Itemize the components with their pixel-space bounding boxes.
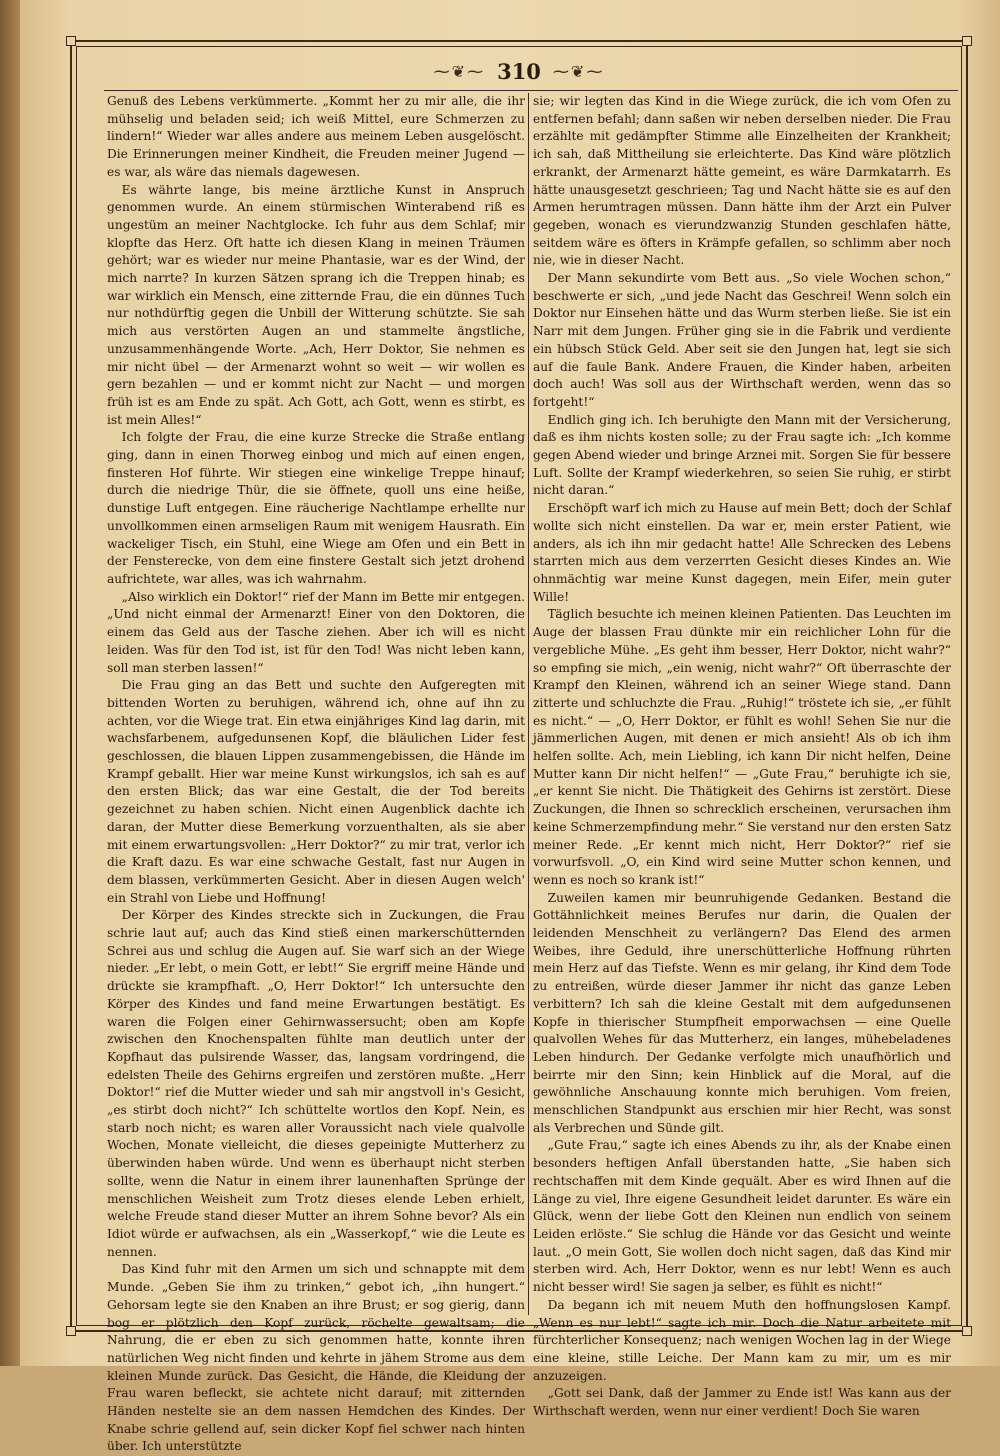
corner-ornament-bottom-right [962, 1326, 972, 1336]
header-ornament-right-icon: ⁓❦⁓ [552, 61, 605, 81]
corner-ornament-top-right [962, 36, 972, 46]
corner-ornament-top-left [66, 36, 76, 46]
book-gutter [0, 0, 20, 1366]
paragraph: Die Frau ging an das Bett und suchte den Aufgeregten mit bittenden Worten zu beruhigen, während ich, ohne auf ihn zu achten, vor die Wiege trat. Ein etwa einjähriges Kind lag darin, mit wachsfarbenem, aufgedunsenen Kopf, die bläulichen Lider fest geschlossen, die blauen Lippen zusammengebissen, die Hände im Krampf geballt. Hier war meine Kunst wirkungslos, ich sah es auf den ersten Blick; das war eine Gestalt, die der Tod bereits gezeichnet zu haben schien. Nicht einen Augenblick dachte ich daran, der Mutter diese Bemerkung vorzuenthalten, als sie aber mit einem erwartungsvollen: „Herr Doktor?“ zu mir trat, verlor ich die Kraft dazu. Es war eine schwache Gestalt, fast nur Augen in dem blassen, verkümmerten Gesicht. Aber in diesen Augen welch' ein Strahl von Liebe und Hoffnung! [107, 678, 525, 905]
paragraph: Zuweilen kamen mir beunruhigende Gedanken. Bestand die Gottähnlichkeit meines Berufes nur darin, die Qualen der leidenden Menschheit zu verlängern? Das Elend des armen Weibes, ihre Geduld, ihre unerschütterliche Hoffnung rührten mein Herz auf das Tiefste. Wenn es mir gelang, ihr Kind dem Tode zu entreißen, würde dieser Jammer ihr nicht das ganze Leben verbittern? Ich sah die kleine Gestalt mit dem aufgedunsenen Kopfe in thierischer Stumpfheit emporwachsen — eine Quelle qualvollen Wehes für das Mutterherz, ein langes, mühebeladenes Leben hindurch. Der Gedanke verfolgte mich unaufhörlich und beirrte mir den Sinn; kein Hinblick auf die Moral, auf die gewöhnliche Anschauung konnte mich beruhigen. Vom freien, menschlichen Standpunkt aus erschien mir hier Recht, was sonst als Verbrechen und Sünde gilt. [533, 890, 951, 1135]
paragraph: Es währte lange, bis meine ärztliche Kunst in Anspruch genommen wurde. An einem stürmischen Winterabend riß es ungestüm an meiner Nachtglocke. Ich fuhr aus dem Schlaf; mir klopfte das Herz. Oft hatte ich diesen Klang in meinen Träumen gehört; war es wieder nur meine Phantasie, war es der Wind, der mich narrte? In kurzen Sätzen sprang ich die Treppen hinab; es war wirklich ein Mensch, eine zitternde Frau, die ein dünnes Tuch nur nothdürftig gegen die Unbill der Witterung schützte. Sie sah mich aus verstörten Augen an und stammelte ängstliche, unzusammenhängende Worte. „Ach, Herr Doktor, Sie nehmen es mir nicht übel — der Armenarzt wohnt so weit — wir wollen es gern bezahlen — und er kommt nicht zur Nacht — und morgen früh ist es am Ende zu spät. Ach Gott, ach Gott, wenn es stirbt, es ist mein Alles!“ [107, 182, 525, 427]
paragraph: Das Kind fuhr mit den Armen um sich und schnappte mit dem Munde. „Geben Sie ihm zu trinken,“ gebot ich, „ihn hungert.“ Gehorsam legte sie den Knaben an ihre Brust; er sog gierig, dann bog er plötzlich den Kopf zurück, röchelte gewaltsam; die Nahrung, die er eben zu sich genommen hatte, konnte ihren natürlichen Weg nicht finden und kehrte in jähem Strome aus dem kleinen Munde zurück. Das Gesicht, die Hände, die Kleidung der Frau waren befleckt, sie achtete nicht darauf; mit zitternden Händen nestelte sie an dem nassen Hemdchen des Kindes. Der Knabe schrie gellend auf, sein dicker Kopf fiel schwer nach hinten über. Ich unterstützte [107, 1262, 525, 1454]
paragraph: Endlich ging ich. Ich beruhigte den Mann mit der Versicherung, daß es ihm nichts kosten solle; zu der Frau sagte ich: „Ich komme gegen Abend wieder und bringe Arznei mit. Sorgen Sie für bessere Luft. Sollte der Krampf wiederkehren, so seien Sie ruhig, er stirbt nicht daran.“ [533, 412, 951, 498]
right-column [533, 93, 951, 1419]
paragraph: sie; wir legten das Kind in die Wiege zurück, die ich vom Ofen zu entfernen befahl; dann saßen wir neben derselben nieder. Die Frau erzählte mit gedämpfter Stimme alle Einzelheiten der Krankheit; ich sah, daß Mittheilung sie erleichterte. Das Kind wäre plötzlich erkrankt, der Armenarzt hätte gemeint, es wäre Darmkatarrh. Es hätte unausgesetzt geschrieen; Tag und Nacht hätte sie es auf den Armen herumtragen müssen. Dann hätte ihm der Arzt ein Pulver gegeben, wonach es vierundzwanzig Stunden geschlafen hätte, seitdem wäre es öfters in Krämpfe gefallen, so schlimm aber noch nie, wie in dieser Nacht. [533, 94, 951, 268]
paragraph: Erschöpft warf ich mich zu Hause auf mein Bett; doch der Schlaf wollte sich nicht einstellen. Da war er, mein erster Patient, wie anders, als ich ihn mir gedacht hatte! Alle Schrecken des Lebens starrten mich aus dem verzerrten Gesicht dieses Kindes an. Wie ohnmächtig war meine Kunst dagegen, mein Eifer, mein guter Wille! [533, 501, 951, 604]
paragraph: „Also wirklich ein Doktor!“ rief der Mann im Bette mir entgegen. „Und nicht einmal der Armenarzt! Einer von den Doktoren, die einem das Geld aus der Tasche ziehen. Aber ich will es nicht leiden. Was für den Tod ist, ist für den Tod! Was nicht leben kann, soll man sterben lassen!“ [107, 589, 525, 675]
paragraph: „Gott sei Dank, daß der Jammer zu Ende ist! Was kann aus der Wirthschaft werden, wenn nur einer verdient! Doch Sie waren [533, 1386, 951, 1419]
header-ornament-left-icon: ⁓❦⁓ [433, 61, 486, 81]
page-number: 310 [497, 58, 541, 84]
paragraph: Ich folgte der Frau, die eine kurze Strecke die Straße entlang ging, dann in einen Thorweg einbog und mich auf einen engen, finsteren Hof führte. Wir stiegen eine winkelige Treppe hinauf; durch die niedrige Thür, die sie öffnete, quoll uns eine heiße, dunstige Luft entgegen. Eine räucherige Nachtlampe erhellte nur unvollkommen einen armseligen Raum mit wenigem Hausrath. Ein wackeliger Tisch, ein Stuhl, eine Wiege am Ofen und ein Bett in der Fensterecke, von dem eine finstere Gestalt sich jetzt drohend aufrichtete, war alles, was ich wahrnahm. [107, 430, 525, 586]
paragraph: Täglich besuchte ich meinen kleinen Patienten. Das Leuchten im Auge der blassen Frau dünkte mir ein reichlicher Lohn für die vergebliche Mühe. „Es geht ihm besser, Herr Doktor, nicht wahr?“ so empfing sie mich, „ein wenig, nicht wahr?“ Oft überraschte der Krampf den Kleinen, während ich an seiner Wiege stand. Dann zitterte und schluchzte die Frau. „Ruhig!“ tröstete ich sie, „er fühlt es nicht.“ — „O, Herr Doktor, er fühlt es wohl! Sehen Sie nur die jämmerlichen Augen, mit denen er mich ansieht! Als ob ich ihm helfen sollte. Ach, mein Liebling, ich kann Dir nicht helfen, Deine Mutter kann Dir nicht helfen!“ — „Gute Frau,“ beruhigte ich sie, „er kennt Sie nicht. Die Thätigkeit des Gehirns ist zerstört. Diese Zuckungen, die Ihnen so schrecklich erscheinen, verursachen ihm keine Schmerzempfindung mehr.“ Sie verstand nur den ersten Satz meiner Rede. „Er kennt mich nicht, Herr Doktor?“ rief sie vorwurfsvoll. „O, ein Kind wird seine Mutter schon kennen, und wenn es noch so krank ist!“ [533, 607, 951, 887]
header-rule [104, 90, 958, 91]
left-column [107, 93, 525, 1454]
corner-ornament-bottom-left [66, 1326, 76, 1336]
page-header [76, 56, 962, 86]
paragraph: Genuß des Lebens verkümmerte. „Kommt her zu mir alle, die ihr mühselig und beladen seid; ich weiß Mittel, eure Schmerzen zu lindern!“ Wieder war alles andere aus meinem Leben ausgelöscht. Die Erinnerungen meiner Kindheit, die Freuden meiner Jugend — es war, als wäre das niemals dagewesen. [107, 94, 525, 179]
paragraph: Da begann ich mit neuem Muth den hoffnungslosen Kampf. „Wenn es nur lebt!“ sagte ich mir. Doch die Natur arbeitete mit fürchterlicher Konsequenz; nach wenigen Wochen lag in der Wiege eine kleine, stille Leiche. Der Mann kam zu mir, um es mir anzuzeigen. [533, 1297, 951, 1383]
column-divider [528, 93, 529, 1315]
paragraph: „Gute Frau,“ sagte ich eines Abends zu ihr, als der Knabe einen besonders heftigen Anfall überstanden hatte, „Sie haben sich rechtschaffen mit dem Kinde gequält. Aber es wird Ihnen auf die Länge zu viel, Ihre eigene Gesundheit leidet darunter. Es wäre ein Glück, wenn der liebe Gott den Kleinen nun endlich von seinem Leiden erlöste.“ Sie schlug die Hände vor das Gesicht und weinte laut. „O mein Gott, Sie wollen doch nicht sagen, daß das Kind mir sterben wird. Ach, Herr Doktor, wenn es nur lebt! Wenn es auch nicht besser wird! Sie sagen ja selber, es fühlt es nicht!“ [533, 1138, 951, 1295]
paragraph: Der Mann sekundirte vom Bett aus. „So viele Wochen schon,“ beschwerte er sich, „und jede Nacht das Geschrei! Wenn solch ein Doktor nur Einsehen hätte und das Wurm sterben ließe. Sie ist ein Narr mit dem Jungen. Früher ging sie in die Fabrik und verdiente ein hübsch Stück Geld. Aber seit sie den Jungen hat, legt sie sich auf die faule Bank. Andere Frauen, die Kinder haben, arbeiten doch auch! Was soll aus der Wirthschaft werden, wenn das so fortgeht!“ [533, 271, 951, 409]
paragraph: Der Körper des Kindes streckte sich in Zuckungen, die Frau schrie laut auf; auch das Kind stieß einen markerschütternden Schrei aus und schlug die Augen auf. Sie warf sich an der Wiege nieder. „Er lebt, o mein Gott, er lebt!“ Sie ergriff meine Hände und drückte sie krampfhaft. „O, Herr Doktor!“ Ich untersuchte den Körper des Kindes und fand meine Erwartungen bestätigt. Es waren die Folgen einer Gehirnwassersucht; oben am Kopfe zwischen den Knochenspalten fühlte man deutlich unter der Kopfhaut das pulsirende Wasser, das, langsam vordringend, die edelsten Theile des Gehirns ergreifen und zerstören mußte. „Herr Doktor!“ rief die Mutter wieder und sah mir angstvoll in's Gesicht, „es stirbt doch nicht?“ Ich schüttelte wortlos den Kopf. Nein, es starb noch nicht; es waren aller Voraussicht nach viele qualvolle Wochen, Monate vielleicht, die dieses gepeinigte Mutterherz zu überwinden haben würde. Und wenn es überhaupt nicht sterben sollte, wenn die Natur in einem ihrer launenhaften Sprünge der menschlichen Weisheit zum Trotz dieses elende Leben erhielt, welche Freude stand dieser Mutter an ihrem Sohne bevor? Als ein Idiot würde er aufwachsen, als ein „Wasserkopf,“ wie die Leute es nennen. [107, 908, 525, 1259]
